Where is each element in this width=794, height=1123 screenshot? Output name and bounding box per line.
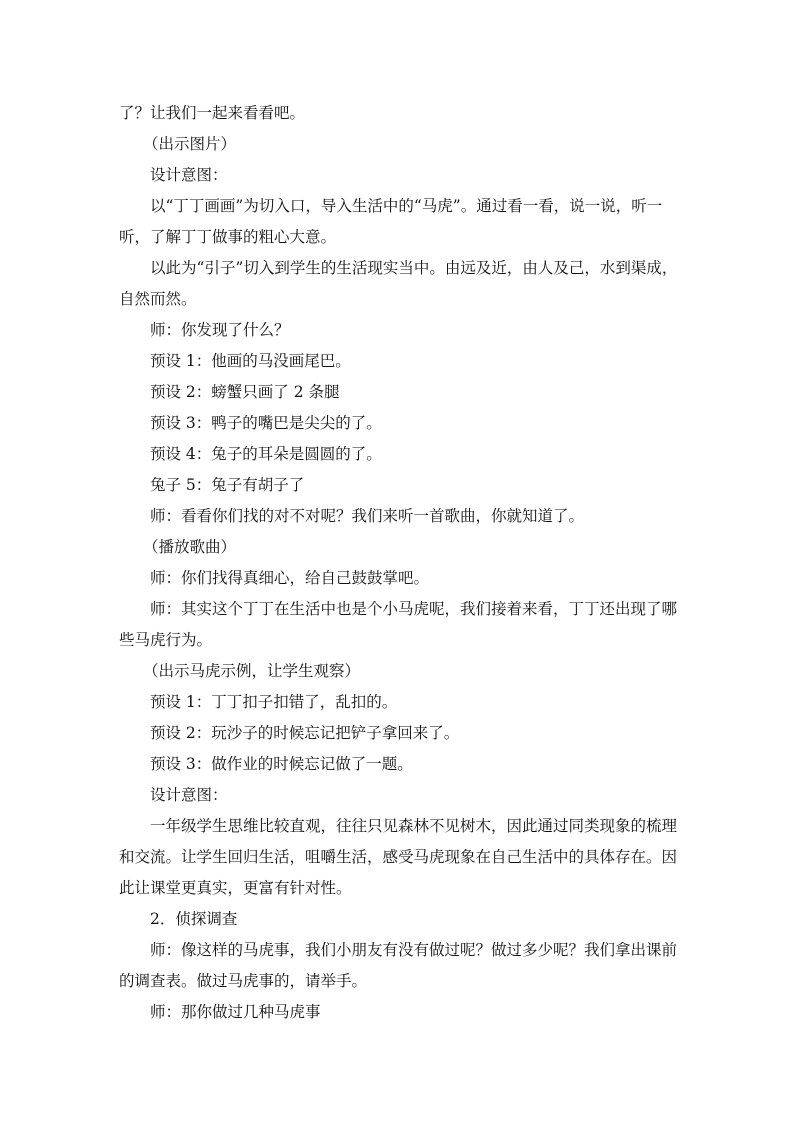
section-heading: 2．侦探调查	[150, 910, 238, 928]
paragraph: 了？让我们一起来看看吧。	[119, 104, 306, 122]
paragraph: 兔子 5：兔子有胡子了	[150, 476, 305, 494]
paragraph: 师：像这样的马虎事，我们小朋友有没有做过呢？做过多少呢？我们拿出课前的调查表。做过马虎事的，请举手。	[119, 941, 678, 990]
paragraph: 以此为“引子”切入到学生的生活现实当中。由远及近，由人及己，水到渠成，自然而然。	[119, 259, 678, 308]
paragraph: 预设 1：丁丁扣子扣错了，乱扣的。	[150, 693, 398, 711]
paragraph: 预设 3：鸭子的嘴巴是尖尖的了。	[150, 414, 382, 432]
paragraph: 预设 2：螃蟹只画了 2 条腿	[150, 383, 340, 401]
paragraph: 预设 3：做作业的时候忘记做了一题。	[150, 755, 413, 773]
paragraph: 师：其实这个丁丁在生活中也是个小马虎呢，我们接着来看，丁丁还出现了哪些马虎行为。	[119, 600, 678, 649]
paragraph: 师：那你做过几种马虎事	[150, 1003, 321, 1021]
paragraph: （出示图片）	[143, 135, 237, 153]
paragraph: 师：看看你们找的对不对呢？我们来听一首歌曲，你就知道了。	[150, 507, 585, 525]
paragraph: 设计意图：	[150, 166, 228, 184]
paragraph: 一年级学生思维比较直观，往往只见森林不见树木，因此通过同类现象的梳理和交流。让学生回归生活，咀嚼生活，感受马虎现象在自己生活中的具体存在。因此让课堂更真实，更富有针对性。	[119, 817, 678, 897]
paragraph: 预设 1：他画的马没画尾巴。	[150, 352, 351, 370]
paragraph: 以“丁丁画画”为切入口，导入生活中的“马虎”。通过看一看，说一说，听一听，了解丁丁做事的粗心大意。	[119, 197, 663, 246]
paragraph: （出示马虎示例，让学生观察）	[143, 662, 361, 680]
paragraph: 预设 4：兔子的耳朵是圆圆的了。	[150, 445, 382, 463]
paragraph: 师：你发现了什么？	[150, 321, 290, 339]
document-body	[119, 98, 679, 1028]
paragraph: （播放歌曲）	[143, 538, 237, 556]
paragraph: 预设 2：玩沙子的时候忘记把铲子拿回来了。	[150, 724, 460, 742]
paragraph: 师：你们找得真细心，给自己鼓鼓掌吧。	[150, 569, 430, 587]
paragraph: 设计意图：	[150, 786, 228, 804]
